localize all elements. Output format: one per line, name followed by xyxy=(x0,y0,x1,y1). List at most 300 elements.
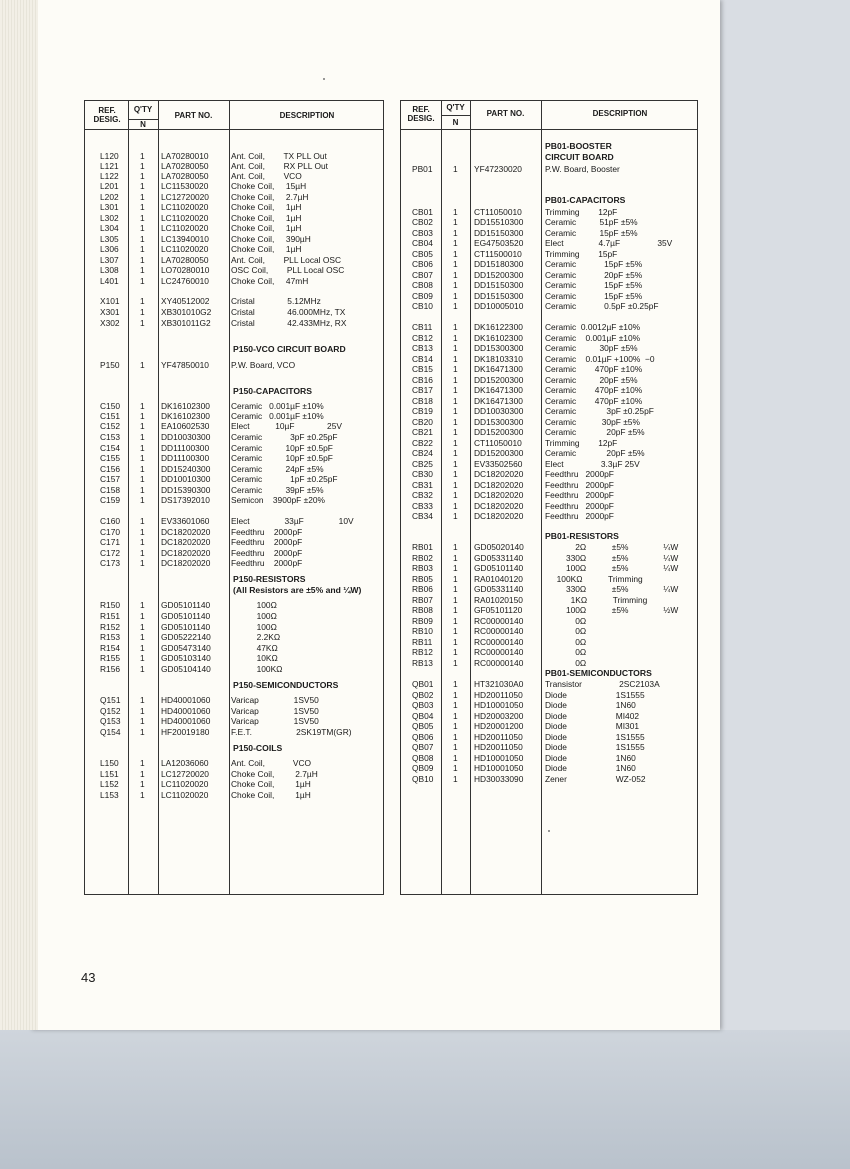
quantity: 1 xyxy=(453,690,458,700)
description: Ceramic 470pF ±10% xyxy=(545,385,643,395)
ref-designator: QB02 xyxy=(412,690,434,700)
ref-designator: QB04 xyxy=(412,711,434,721)
quantity: 1 xyxy=(453,647,458,657)
ref-designator: R151 xyxy=(100,611,121,621)
table-row xyxy=(401,584,697,594)
table-row xyxy=(85,485,383,495)
table-row xyxy=(85,716,383,726)
description: Ceramic 30pF ±5% xyxy=(545,417,640,427)
ref-designator: CB17 xyxy=(412,385,433,395)
part-number: HD30033090 xyxy=(474,774,524,784)
quantity: 1 xyxy=(140,161,145,171)
quantity: 1 xyxy=(140,265,145,275)
header-ref: REF. DESIG. xyxy=(407,105,435,123)
description: Elect 4.7µF 35V xyxy=(545,238,673,248)
ref-designator: X301 xyxy=(100,307,120,317)
table-row xyxy=(401,637,697,647)
description: 330Ω ±5% ¼W xyxy=(545,584,679,594)
part-number: HD40001060 xyxy=(161,716,211,726)
part-number: DC18202020 xyxy=(474,490,524,500)
description: P.W. Board, Booster xyxy=(545,164,620,174)
part-number: GD05103140 xyxy=(161,653,211,663)
description: Ceramic 0.01µF +100% −0 xyxy=(545,354,655,364)
table-row xyxy=(85,600,383,610)
ref-designator: L308 xyxy=(100,265,119,275)
description: Ant. Coil, TX PLL Out xyxy=(231,151,327,161)
part-number: LC11020020 xyxy=(161,202,209,212)
table-row xyxy=(401,427,697,437)
part-number: DD10010300 xyxy=(161,474,211,484)
description: 0Ω xyxy=(545,647,587,657)
ref-designator: QB03 xyxy=(412,700,434,710)
part-number: HD20011050 xyxy=(474,690,523,700)
ref-designator: QB08 xyxy=(412,753,434,763)
description: Trimming 15pF xyxy=(545,249,618,259)
part-number: EV33502560 xyxy=(474,459,523,469)
quantity: 1 xyxy=(453,207,458,217)
ref-designator: CB33 xyxy=(412,501,433,511)
part-number: GD05020140 xyxy=(474,542,524,552)
quantity: 1 xyxy=(453,553,458,563)
part-number: DK16471300 xyxy=(474,396,523,406)
quantity: 1 xyxy=(453,270,458,280)
description: Varicap 1SV50 xyxy=(231,716,319,726)
description: Ceramic 20pF ±5% xyxy=(545,270,643,280)
table-row xyxy=(85,622,383,632)
table-row xyxy=(401,490,697,500)
ref-designator: CB10 xyxy=(412,301,433,311)
ref-designator: CB13 xyxy=(412,343,433,353)
ref-designator: CB21 xyxy=(412,427,433,437)
part-number: DD15390300 xyxy=(161,485,211,495)
ref-designator: CB30 xyxy=(412,469,433,479)
description: 47KΩ xyxy=(231,643,278,653)
ref-designator: CB18 xyxy=(412,396,433,406)
quantity: 1 xyxy=(140,695,145,705)
table-row xyxy=(85,495,383,505)
description: Choke Coil, 390µH xyxy=(231,234,311,244)
description: Ceramic 20pF ±5% xyxy=(545,375,638,385)
ref-designator: CB15 xyxy=(412,364,433,374)
quantity: 1 xyxy=(453,574,458,584)
table-row xyxy=(401,417,697,427)
part-number: LC12720020 xyxy=(161,192,209,202)
table-row xyxy=(401,690,697,700)
part-number: LA12036060 xyxy=(161,758,209,768)
table-row xyxy=(85,161,383,171)
ref-designator: C154 xyxy=(100,443,121,453)
description: Ceramic 0.001µF ±10% xyxy=(231,411,324,421)
header-qty-sub: N xyxy=(140,120,146,129)
ref-designator: X302 xyxy=(100,318,120,328)
table-row xyxy=(85,706,383,716)
section-heading: P150-RESISTORS xyxy=(233,574,306,584)
section-heading: P150-SEMICONDUCTORS xyxy=(233,680,339,690)
section-heading: (All Resistors are ±5% and ¼W) xyxy=(233,585,362,595)
ref-designator: CB22 xyxy=(412,438,433,448)
part-number: DD15200300 xyxy=(474,375,524,385)
table-row xyxy=(401,228,697,238)
part-number: HD40001060 xyxy=(161,706,211,716)
ref-designator: L202 xyxy=(100,192,119,202)
ref-designator: C158 xyxy=(100,485,121,495)
quantity: 1 xyxy=(140,779,145,789)
table-row xyxy=(85,453,383,463)
table-row xyxy=(85,558,383,568)
quantity: 1 xyxy=(453,753,458,763)
part-number: LO70280010 xyxy=(161,265,210,275)
table-row xyxy=(85,151,383,161)
quantity: 1 xyxy=(140,485,145,495)
quantity: 1 xyxy=(140,432,145,442)
ref-designator: X101 xyxy=(100,296,120,306)
quantity: 1 xyxy=(453,406,458,416)
quantity: 1 xyxy=(140,516,145,526)
quantity: 1 xyxy=(453,291,458,301)
description: Choke Coil, 1µH xyxy=(231,202,302,212)
description: 100KΩ xyxy=(231,664,283,674)
ref-designator: PB01 xyxy=(412,164,433,174)
part-number: GD05101140 xyxy=(474,563,524,573)
description: Ceramic 20pF ±5% xyxy=(545,448,645,458)
table-row xyxy=(401,333,697,343)
table-row xyxy=(85,769,383,779)
ref-designator: L150 xyxy=(100,758,119,768)
quantity: 1 xyxy=(140,464,145,474)
description: Choke Coil, 15µH xyxy=(231,181,307,191)
header-part: PART NO. xyxy=(174,111,213,120)
description: Ant. Coil, PLL Local OSC xyxy=(231,255,342,265)
description: Diode 1S1555 xyxy=(545,732,645,742)
description: 2.2KΩ xyxy=(231,632,281,642)
ref-designator: C150 xyxy=(100,401,121,411)
description: Cristal 46.000MHz, TX xyxy=(231,307,346,317)
ref-designator: CB05 xyxy=(412,249,433,259)
description: Choke Coil, 1µH xyxy=(231,223,302,233)
description: 10KΩ xyxy=(231,653,278,663)
quantity: 1 xyxy=(453,700,458,710)
table-row xyxy=(401,270,697,280)
quantity: 1 xyxy=(140,202,145,212)
part-number: DK18103310 xyxy=(474,354,523,364)
ref-designator: L122 xyxy=(100,171,119,181)
part-number: RC00000140 xyxy=(474,647,524,657)
part-number: HD10001050 xyxy=(474,763,524,773)
part-number: DK16471300 xyxy=(474,385,523,395)
parts-table-left xyxy=(84,100,384,895)
description: Ceramic 0.001µF ±10% xyxy=(545,333,641,343)
part-number: GD05473140 xyxy=(161,643,211,653)
ref-designator: Q152 xyxy=(100,706,121,716)
table-row xyxy=(401,700,697,710)
table-row xyxy=(85,296,383,306)
header-ref: REF. DESIG. xyxy=(93,106,121,124)
ref-designator: L304 xyxy=(100,223,119,233)
part-number: GD05101140 xyxy=(161,622,211,632)
table-row xyxy=(85,474,383,484)
part-number: DK16122300 xyxy=(474,322,523,332)
part-number: DD15200300 xyxy=(474,427,524,437)
ref-designator: RB11 xyxy=(412,637,433,647)
description: Diode MI402 xyxy=(545,711,640,721)
part-number: LC11020020 xyxy=(161,223,209,233)
table-row xyxy=(401,301,697,311)
table-row xyxy=(401,438,697,448)
quantity: 1 xyxy=(140,443,145,453)
quantity: 1 xyxy=(453,721,458,731)
header-qty-sub: N xyxy=(452,118,459,127)
description: 330Ω ±5% ¼W xyxy=(545,553,679,563)
table-row xyxy=(85,411,383,421)
description: F.E.T. 2SK19TM(GR) xyxy=(231,727,352,737)
ref-designator: RB01 xyxy=(412,542,433,552)
description: 100Ω xyxy=(231,611,277,621)
ref-designator: CB06 xyxy=(412,259,433,269)
description: Feedthru 2000pF xyxy=(545,490,614,500)
table-row xyxy=(401,469,697,479)
part-number: GD05101140 xyxy=(161,611,211,621)
description: 0Ω xyxy=(545,637,587,647)
table-row xyxy=(401,742,697,752)
ref-designator: RB07 xyxy=(412,595,433,605)
description: 100Ω xyxy=(231,600,277,610)
part-number: DC18202020 xyxy=(161,537,211,547)
part-number: HD20003200 xyxy=(474,711,524,721)
table-row xyxy=(85,171,383,181)
quantity: 1 xyxy=(453,417,458,427)
part-number: RA01040120 xyxy=(474,574,523,584)
ref-designator: RB03 xyxy=(412,563,433,573)
ref-designator: CB01 xyxy=(412,207,433,217)
ref-designator: QB06 xyxy=(412,732,434,742)
quantity: 1 xyxy=(140,296,145,306)
quantity: 1 xyxy=(140,758,145,768)
ref-designator: RB09 xyxy=(412,616,433,626)
quantity: 1 xyxy=(140,213,145,223)
quantity: 1 xyxy=(140,643,145,653)
quantity: 1 xyxy=(453,563,458,573)
table-row xyxy=(401,396,697,406)
quantity: 1 xyxy=(453,469,458,479)
part-number: LC11020020 xyxy=(161,790,209,800)
description: P.W. Board, VCO xyxy=(231,360,296,370)
quantity: 1 xyxy=(453,448,458,458)
part-number: RC00000140 xyxy=(474,616,524,626)
ref-designator: L120 xyxy=(100,151,119,161)
description: Ceramic 1pF ±0.25pF xyxy=(231,474,338,484)
quantity: 1 xyxy=(453,480,458,490)
description: 100Ω ±5% ½W xyxy=(545,605,679,615)
description: 0Ω xyxy=(545,658,587,668)
ref-designator: L307 xyxy=(100,255,119,265)
part-number: GF05101120 xyxy=(474,605,523,615)
quantity: 1 xyxy=(140,474,145,484)
part-number: DD15240300 xyxy=(161,464,211,474)
description: Trimming 12pF xyxy=(545,207,618,217)
quantity: 1 xyxy=(453,679,458,689)
table-row xyxy=(85,643,383,653)
ref-designator: CB04 xyxy=(412,238,433,248)
ref-designator: RB13 xyxy=(412,658,433,668)
ref-designator: CB12 xyxy=(412,333,433,343)
table-row xyxy=(401,364,697,374)
quantity: 1 xyxy=(140,727,145,737)
part-number: EG47503520 xyxy=(474,238,524,248)
quantity: 1 xyxy=(453,333,458,343)
part-number: LC12720020 xyxy=(161,769,209,779)
ref-designator: C156 xyxy=(100,464,121,474)
ref-designator: CB03 xyxy=(412,228,433,238)
section-heading: PB01-BOOSTER xyxy=(545,141,612,151)
table-row xyxy=(401,595,697,605)
quantity: 1 xyxy=(453,459,458,469)
quantity: 1 xyxy=(140,611,145,621)
ref-designator: RB02 xyxy=(412,553,433,563)
part-number: HD20011050 xyxy=(474,732,523,742)
quantity: 1 xyxy=(140,537,145,547)
description: OSC Coil, PLL Local OSC xyxy=(231,265,345,275)
description: Elect 33µF 10V xyxy=(231,516,354,526)
part-number: DD15200300 xyxy=(474,448,524,458)
ref-designator: C157 xyxy=(100,474,121,484)
ref-designator: RB10 xyxy=(412,626,433,636)
table-row xyxy=(85,192,383,202)
quantity: 1 xyxy=(140,527,145,537)
ref-designator: C159 xyxy=(100,495,121,505)
description: Choke Coil, 47mH xyxy=(231,276,309,286)
ref-designator: Q154 xyxy=(100,727,121,737)
description: Feedthru 2000pF xyxy=(231,537,303,547)
table-row xyxy=(401,574,697,584)
part-number: LA70280050 xyxy=(161,171,209,181)
description: 100Ω ±5% ¼W xyxy=(545,563,679,573)
part-number: GD05222140 xyxy=(161,632,211,642)
part-number: DS17392010 xyxy=(161,495,210,505)
description: Cristal 5.12MHz xyxy=(231,296,321,306)
description: Diode 1N60 xyxy=(545,763,636,773)
description: Ceramic 0.001µF ±10% xyxy=(231,401,324,411)
description: Ceramic 10pF ±0.5pF xyxy=(231,443,333,453)
quantity: 1 xyxy=(140,790,145,800)
ref-designator: CB14 xyxy=(412,354,433,364)
part-number: LC11020020 xyxy=(161,244,209,254)
section-heading: CIRCUIT BOARD xyxy=(545,152,614,162)
part-number: HD20001200 xyxy=(474,721,524,731)
ref-designator: C172 xyxy=(100,548,121,558)
table-row xyxy=(85,653,383,663)
table-row xyxy=(85,727,383,737)
ref-designator: C153 xyxy=(100,432,121,442)
table-row xyxy=(401,774,697,784)
quantity: 1 xyxy=(453,542,458,552)
table-row xyxy=(401,553,697,563)
header-desc: DESCRIPTION xyxy=(279,111,335,120)
section-heading: P150-VCO CIRCUIT BOARD xyxy=(233,344,346,354)
description: Ceramic 24pF ±5% xyxy=(231,464,324,474)
part-number: LC11530020 xyxy=(161,181,209,191)
ref-designator: Q153 xyxy=(100,716,121,726)
table-row xyxy=(401,501,697,511)
description: Feedthru 2000pF xyxy=(545,480,614,490)
ref-designator: CB09 xyxy=(412,291,433,301)
ref-designator: QB01 xyxy=(412,679,434,689)
table-row xyxy=(85,527,383,537)
part-number: GD05331140 xyxy=(474,584,524,594)
part-number: DD15300300 xyxy=(474,417,524,427)
quantity: 1 xyxy=(140,401,145,411)
description: 0Ω xyxy=(545,616,587,626)
table-row xyxy=(85,360,383,370)
ref-designator: RB05 xyxy=(412,574,433,584)
ref-designator: CB31 xyxy=(412,480,433,490)
table-row xyxy=(401,217,697,227)
ref-designator: C151 xyxy=(100,411,121,421)
part-number: RA01020150 xyxy=(474,595,523,605)
description: Choke Coil, 1µH xyxy=(231,790,311,800)
description: Diode 1S1555 xyxy=(545,690,645,700)
quantity: 1 xyxy=(453,343,458,353)
quantity: 1 xyxy=(140,558,145,568)
part-number: YF47850010 xyxy=(161,360,209,370)
table-row xyxy=(401,385,697,395)
part-number: DD11100300 xyxy=(161,443,210,453)
ref-designator: QB05 xyxy=(412,721,434,731)
description: Feedthru 2000pF xyxy=(545,501,614,511)
ref-designator: L305 xyxy=(100,234,119,244)
quantity: 1 xyxy=(453,605,458,615)
description: Transistor 2SC2103A xyxy=(545,679,660,689)
quantity: 1 xyxy=(140,360,145,370)
quantity: 1 xyxy=(140,716,145,726)
description: Elect 3.3µF 25V xyxy=(545,459,640,469)
description: Ceramic 39pF ±5% xyxy=(231,485,324,495)
table-row xyxy=(85,255,383,265)
description: Diode 1N60 xyxy=(545,753,636,763)
ref-designator: L401 xyxy=(100,276,119,286)
section-heading: PB01-SEMICONDUCTORS xyxy=(545,668,652,678)
ref-designator: C155 xyxy=(100,453,121,463)
table-row xyxy=(401,164,697,174)
part-number: EA10602530 xyxy=(161,421,210,431)
section-heading: P150-COILS xyxy=(233,743,283,753)
quantity: 1 xyxy=(140,318,145,328)
description: Choke Coil, 1µH xyxy=(231,213,302,223)
quantity: 1 xyxy=(453,217,458,227)
ref-designator: L152 xyxy=(100,779,119,789)
table-row xyxy=(85,611,383,621)
section-heading: PB01-CAPACITORS xyxy=(545,195,626,205)
table-row xyxy=(401,448,697,458)
part-number: HD40001060 xyxy=(161,695,211,705)
part-number: RC00000140 xyxy=(474,626,524,636)
ref-designator: RB06 xyxy=(412,584,433,594)
description: Ceramic 3pF ±0.25pF xyxy=(545,406,654,416)
part-number: DK16102300 xyxy=(474,333,523,343)
quantity: 1 xyxy=(140,255,145,265)
quantity: 1 xyxy=(453,301,458,311)
part-number: HD10001050 xyxy=(474,700,524,710)
description: Choke Coil, 1µH xyxy=(231,779,311,789)
table-row xyxy=(401,626,697,636)
ref-designator: QB10 xyxy=(412,774,434,784)
ref-designator: RB12 xyxy=(412,647,433,657)
description: Feedthru 2000pF xyxy=(231,548,303,558)
description: Elect 10µF 25V xyxy=(231,421,342,431)
ref-designator: R156 xyxy=(100,664,121,674)
table-row xyxy=(401,542,697,552)
table-row xyxy=(85,443,383,453)
part-number: DD15150300 xyxy=(474,280,524,290)
